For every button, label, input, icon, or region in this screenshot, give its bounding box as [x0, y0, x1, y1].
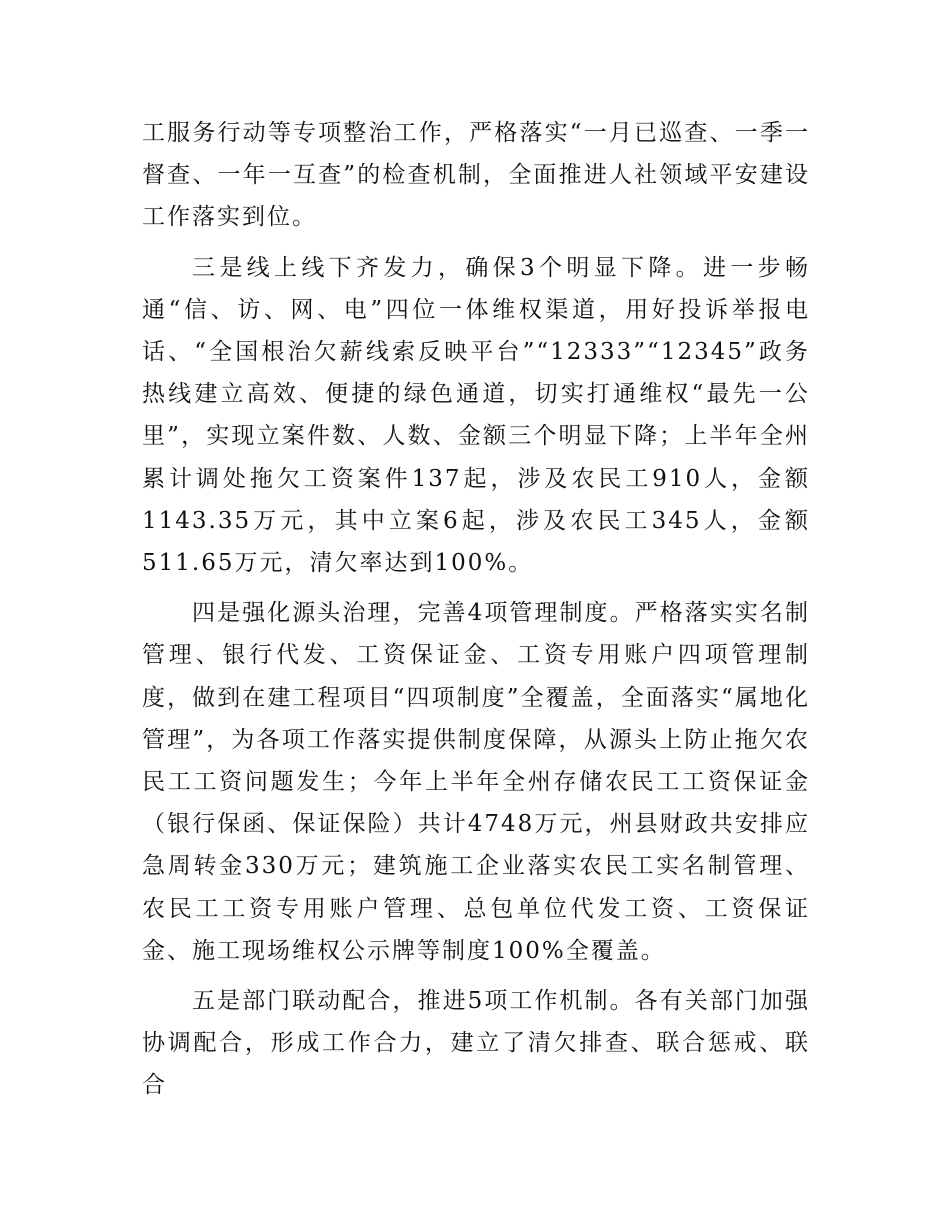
paragraph-item-three: 三是线上线下齐发力，确保3个明显下降。进一步畅通“信、访、网、电”四位一体维权渠道，用好投诉举报电话、“全国根治欠薪线索反映平台”“12333”“12345”政务热线建立高效、便捷的绿色通道，切实打通维权“最先一公里”，实现立案件数、人数、金额三个明显下降；上半年全州累计调处拖欠工资案件137起，涉及农民工910人，金额1143.35万元，其中立案6起，涉及农民工345人，金额511.65万元，清欠率达到100%。: [142, 254, 810, 577]
paragraph-item-four: 四是强化源头治理，完善4项管理制度。严格落实实名制管理、银行代发、工资保证金、工资专用账户四项管理制度，做到在建工程项目“四项制度”全覆盖，全面落实“属地化管理”，为各项工作落实提供制度保障，从源头上防止拖欠农民工工资问题发生；今年上半年全州存储农民工工资保证金（银行保函、保证保险）共计4748万元，州县财政共安排应急周转金330万元；建筑施工企业落实农民工实名制管理、农民工工资专用账户管理、总包单位代发工资、工资保证金、施工现场维权公示牌等制度100%全覆盖。: [142, 600, 810, 964]
paragraph-continuation: 工服务行动等专项整治工作，严格落实“一月已巡查、一季一督查、一年一互查”的检查机制，全面推进人社领域平安建设工作落实到位。: [142, 120, 810, 231]
paragraph-item-five: 五是部门联动配合，推进5项工作机制。各有关部门加强协调配合，形成工作合力，建立了清欠排查、联合惩戒、联合: [142, 988, 810, 1099]
document-body: [142, 112, 810, 1115]
